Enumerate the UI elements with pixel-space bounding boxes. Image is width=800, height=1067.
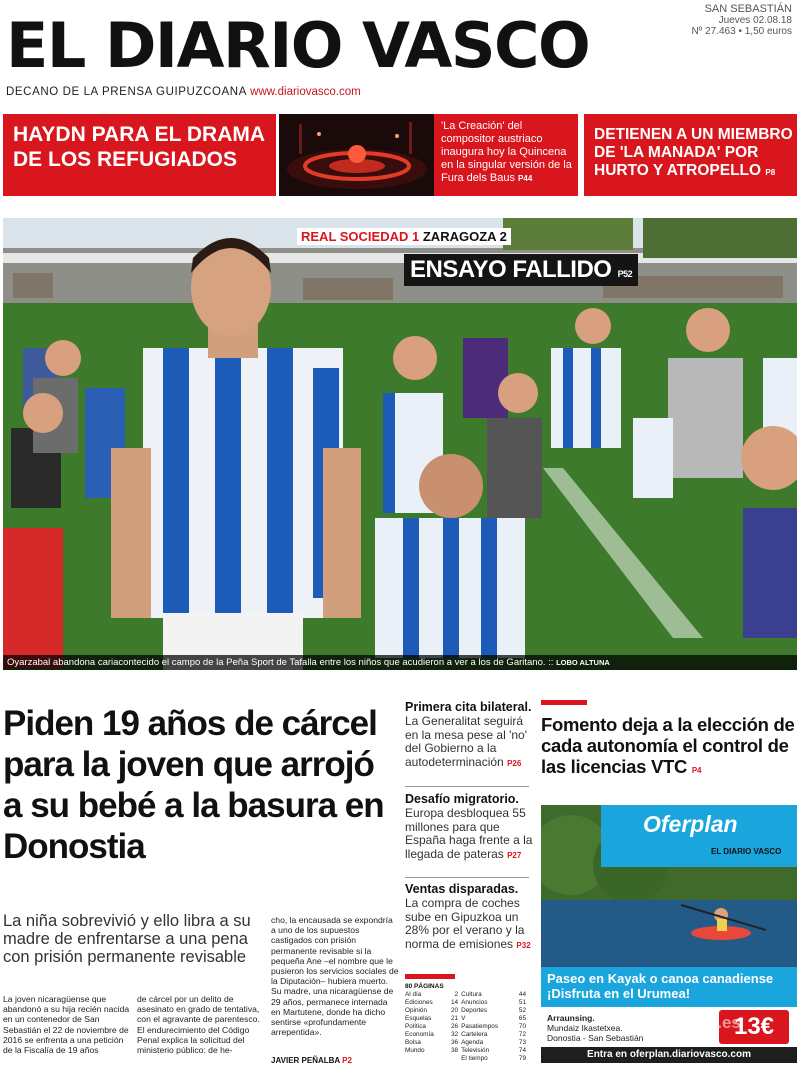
index-section: Cultura [461,991,482,998]
index-section: Al día [405,991,422,998]
index-page: 70 [518,1023,526,1030]
byline-author: JAVIER PEÑALBA [271,1056,340,1065]
index-section: Agenda [461,1039,484,1046]
index-page [447,1055,462,1063]
index-page: 14 [450,999,459,1006]
main-lead: La niña sobrevivió y ello libra a su madre de enfrentarse a una pena con prisión permanente revisable [3,912,251,966]
index-section: Bolsa [405,1039,421,1046]
main-headline[interactable]: Piden 19 años de cárcel para la joven que arrojó a su bebé a la basura en Donostia [3,704,384,866]
index-page: 72 [518,1031,526,1038]
index-section: Televisión [461,1047,490,1054]
match-score [297,228,511,245]
side-story-bilateral[interactable] [405,700,533,770]
ad-footer-link[interactable]: Entra en oferplan.diariovasco.com [541,1047,797,1063]
side-divider [405,786,529,787]
photo-headline[interactable] [404,254,638,286]
side-text [405,897,533,952]
index-page: 44 [518,991,526,998]
ad-offer-title: Arraunsing. [547,1013,595,1023]
watermark: VerPortadas.es [618,1013,741,1032]
side-story-ventas[interactable] [405,882,533,952]
index-row [405,991,529,999]
photo-headline-page: P52 [617,269,633,279]
index-section: Deportes [461,1007,488,1014]
lead-photo[interactable] [3,218,797,670]
main-body-col2: de cárcel por un delito de asesinato en grado de tentativa, con el agravante de parentesco. El endurecimiento del Código Penal explica la solicitud del ministerio público: de he- [137,994,260,1056]
index-section: El tiempo [461,1055,488,1062]
promo-haydn[interactable] [3,114,276,196]
side-page: P26 [507,758,522,768]
right-accent-bar [541,700,587,705]
index-section: Ediciones [405,999,433,1006]
stage-illustration [279,114,434,196]
index-row [405,1047,529,1055]
index-title: 80 PÁGINAS [405,983,444,990]
index-section: Pasatiempos [461,1023,499,1030]
promo-fura[interactable] [434,114,578,196]
promo-manada-page: P8 [765,168,776,177]
promo-fura-text [441,120,578,185]
index-accent-bar [405,974,455,979]
index-page: 36 [450,1039,459,1046]
tagline-text: DECANO DE LA PRENSA GUIPUZCOANA [6,86,247,98]
side-divider [405,877,529,878]
index-page: 38 [450,1047,459,1054]
index-row [405,1007,529,1015]
index-page: 65 [518,1015,526,1022]
side-story-migracion[interactable] [405,792,533,862]
index-section: Esquelas [405,1015,432,1022]
score-away: ZARAGOZA 2 [422,229,507,244]
side-body: La Generalitat seguirá en la mesa pese al 'no' del Gobierno a la autodeterminación [405,714,527,769]
ad-offer-line1: Mundaiz Ikastetxea. [547,1023,623,1033]
index-page: 20 [450,1007,459,1014]
promo-fura-image[interactable] [279,114,434,196]
edition-issue: Nº 27.463 • 1,50 euros [691,26,792,37]
index-row [405,999,529,1007]
oferplan-tab [601,805,797,867]
photo-caption-text: Oyarzabal abandona cariacontecido el campo de la Peña Sport de Tafalla entre los niños que acudieron a ver a los de Garitano. :: [7,657,554,668]
index-row [405,1031,529,1039]
side-page: P32 [516,940,531,950]
page-index [405,983,529,1063]
index-page: 32 [450,1031,459,1038]
index-section: Opinión [405,1007,428,1014]
index-row [405,1015,529,1023]
side-text [405,807,533,862]
ad-price: 13€ [719,1010,789,1044]
right-headline-page: P4 [691,766,702,775]
right-headline[interactable] [541,714,797,781]
score-home: REAL SOCIEDAD 1 [301,229,420,244]
index-row [405,1055,529,1063]
index-section: Política [405,1023,426,1030]
index-section [405,1055,447,1063]
index-row [405,1023,529,1031]
promo-manada-text: DETIENEN A UN MIEMBRO DE 'LA MANADA' POR HURTO Y ATROPELLO [594,126,793,179]
photo-headline-text: ENSAYO FALLIDO [410,256,612,283]
side-page: P27 [507,850,522,860]
ad-title: Paseo en Kayak o canoa canadiense ¡Disfruta en el Urumea! [541,967,797,1007]
index-section: Economía [405,1031,434,1038]
index-section: Anuncios [461,999,488,1006]
right-headline-text: Fomento deja a la elección de cada autonomía el control de las licencias VTC [541,714,795,777]
main-body-col1: La joven nicaragüense que abandonó a su hija recién nacida en un contenedor de San Sebastián el 22 de noviembre de 2016 se enfrenta a una petición de la Fiscalía de 19 años [3,994,130,1056]
promo-manada[interactable] [584,114,797,196]
side-kicker: Ventas disparadas. [405,882,519,896]
index-page: 52 [518,1007,526,1014]
index-section: Mundo [405,1047,425,1054]
promo-fura-body: 'La Creación' del compositor austriaco inaugura hoy la Quincena en la singular versión de la Fura dels Baus [441,120,572,184]
tagline [6,86,361,98]
newspaper-logo[interactable]: EL DIARIO VASCO [6,9,590,82]
photo-caption [3,655,797,670]
index-page: 74 [518,1047,526,1054]
promo-manada-headline [594,126,797,182]
index-page: 73 [518,1039,526,1046]
promo-fura-page: P44 [518,174,533,183]
byline-page: P2 [342,1056,352,1065]
side-body: La compra de coches sube en Gipuzkoa un 28% por el verano y la norma de emisiones [405,896,525,951]
side-kicker: Desafío migratorio. [405,792,519,806]
masthead [0,0,800,108]
index-page: 26 [450,1023,459,1030]
index-page: 21 [450,1015,459,1022]
side-body: Europa desbloquea 55 millones para que España haga frente a la llegada de pateras [405,806,533,861]
index-section: Cartelera [461,1031,488,1038]
ad-offer-line2: Donostia - San Sebastián [547,1033,644,1043]
index-section: V [461,1015,466,1022]
edition-info [691,4,792,37]
edition-date: Jueves 02.08.18 [718,15,792,26]
index-page: 2 [454,991,459,998]
website-link[interactable]: www.diariovasco.com [250,86,361,98]
oferplan-brand: Oferplan [643,811,738,837]
oferplan-sub: EL DIARIO VASCO [711,847,782,856]
index-row [405,1039,529,1047]
index-table [405,991,529,1063]
edition-city: SAN SEBASTIÁN [704,3,792,15]
side-kicker: Primera cita bilateral. [405,700,532,714]
promo-haydn-headline: HAYDN PARA EL DRAMA DE LOS REFUGIADOS [13,123,265,171]
main-body-col3: cho, la encausada se expondría a uno de los supuestos castigados con prisión permanente revisable si la pequeña Ane –el nombre que le pusieron los servicios sociales de la Diputación– hubiera muerto. Su madre, una nicaragüense de 29 años, permanece internada en Martutene, donde ha dicho sentirse «profundamente arrepentida». [271,915,399,1038]
football-scene-illustration [3,218,797,670]
photo-credit: LOBO ALTUNA [556,658,610,667]
index-page: 79 [518,1055,526,1062]
index-page: 51 [518,999,526,1006]
main-byline [271,1056,352,1065]
side-text [405,715,533,770]
